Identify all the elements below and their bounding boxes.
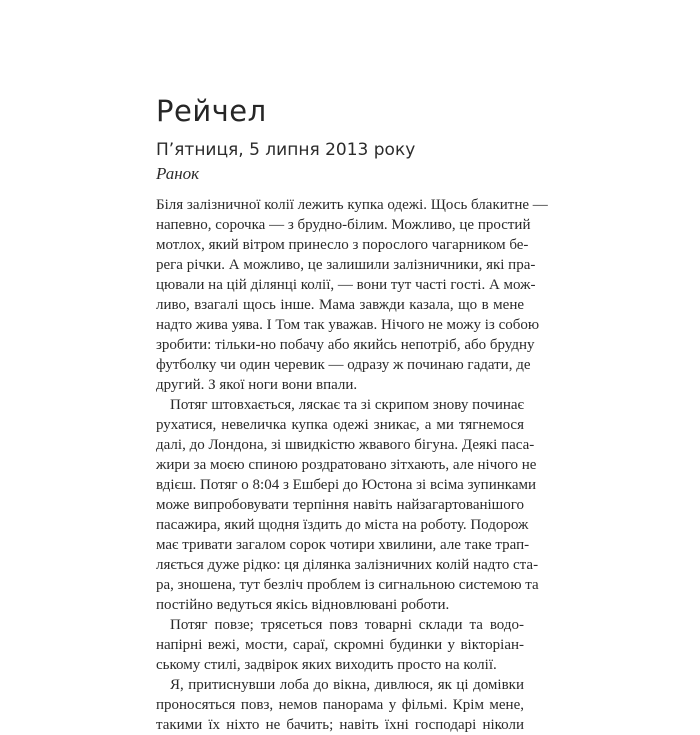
- text-line: напевно, сорочка — з брудно-білим. Можливо, це простий: [156, 217, 531, 233]
- body-text: [156, 195, 548, 735]
- text-line: напірні вежі, мости, сараї, скромні будинки у вікторіан-: [156, 637, 524, 653]
- paragraph: [156, 195, 548, 395]
- text-line: рега річки. А можливо, це залишили залізничники, які пра-: [156, 257, 536, 273]
- text-line: Потяг повзе; трясеться повз товарні склади та водо-: [170, 617, 524, 633]
- text-line: постійно ведуться якісь відновлювані роботи.: [156, 597, 450, 613]
- chapter-title: Рейчел: [156, 94, 267, 128]
- text-line: ливо, взагалі щось інше. Мама завжди казала, що в мене: [156, 297, 524, 313]
- text-line: може випробовувати терпіння навіть найзагартованішого: [156, 497, 524, 513]
- text-line: рухатися, невеличка купка одежі зникає, а ми тягнемося: [156, 417, 524, 433]
- text-line: має тривати загалом сорок чотири хвилини, але таке трап-: [156, 537, 530, 553]
- text-line: вдієш. Потяг о 8:04 з Ешбері до Юстона зі всіма зупинками: [156, 477, 536, 493]
- text-line: Я, притиснувши лоба до вікна, дивлюся, як ці домівки: [170, 677, 524, 693]
- text-line: жири за моєю спиною роздратовано зітхають, але нічого не: [156, 457, 537, 473]
- text-line: Потяг штовхається, ляскає та зі скрипом знову починає: [170, 397, 524, 413]
- text-line: цювали на цій ділянці колії, — вони тут часті гості. А мож-: [156, 277, 536, 293]
- chapter-time-of-day: Ранок: [156, 164, 200, 183]
- paragraph: [156, 675, 524, 735]
- text-line: Біля залізничної колії лежить купка одежі. Щось блакитне —: [156, 197, 548, 213]
- text-line: ра, зношена, тут безліч проблем із сигнальною системою та: [156, 577, 539, 593]
- text-line: надто жива уява. І Том так уважав. Нічого не можу із собою: [156, 317, 540, 333]
- text-line: футболку чи один черевик — одразу ж починаю гадати, де: [156, 357, 531, 373]
- paragraph: [156, 395, 539, 615]
- text-line: пасажира, який щодня їздить до міста на роботу. Подорож: [156, 517, 529, 533]
- text-line: такими їх ніхто не бачить; навіть їхні господарі ніколи: [156, 717, 524, 733]
- paragraph: [156, 615, 524, 675]
- text-line: другий. З якої ноги вони впали.: [156, 377, 358, 393]
- text-line: мотлох, який вітром принесло з порослого чагарником бе-: [156, 237, 529, 253]
- chapter-date: П’ятниця, 5 липня 2013 року: [156, 140, 416, 160]
- text-line: ському стилі, задвірок яких виходить просто на колії.: [156, 657, 497, 673]
- text-line: далі, до Лондона, зі швидкістю жвавого бігуна. Деякі паса-: [156, 437, 535, 453]
- text-line: проносяться повз, немов панорама у фільмі. Крім мене,: [156, 697, 524, 713]
- text-line: зробити: тільки-но побачу або якийсь непотріб, або брудну: [156, 337, 535, 353]
- text-line: ляється дуже рідко: ця ділянка залізничних колій надто ста-: [156, 557, 539, 573]
